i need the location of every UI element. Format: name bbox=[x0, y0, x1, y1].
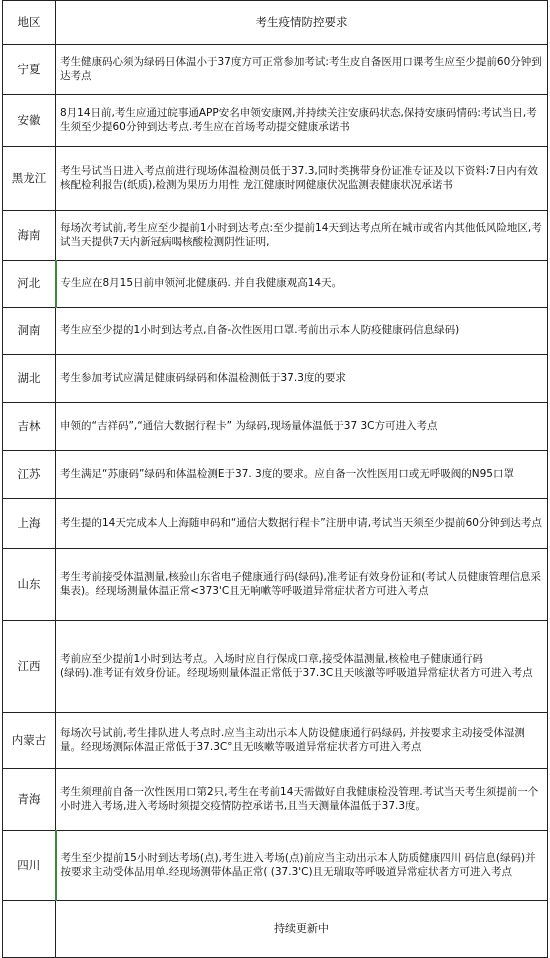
table-row bbox=[3, 713, 548, 769]
region-cell: 海南 bbox=[3, 211, 56, 261]
table-row bbox=[3, 451, 548, 499]
region-cell: 江苏 bbox=[3, 451, 56, 499]
region-cell: 青海 bbox=[3, 769, 56, 831]
table-footer-row bbox=[3, 901, 548, 958]
table-row bbox=[3, 769, 548, 831]
region-cell: 河北 bbox=[3, 261, 56, 308]
table-row bbox=[3, 211, 548, 261]
table-header-row bbox=[3, 1, 548, 45]
table-row bbox=[3, 403, 548, 451]
region-cell: 宁夏 bbox=[3, 45, 56, 95]
table-row bbox=[3, 261, 548, 308]
table-row bbox=[3, 499, 548, 549]
region-cell: 安徽 bbox=[3, 95, 56, 147]
requirements-table bbox=[2, 0, 548, 958]
requirement-cell: 考前应至少提前1小时到达考点。入场时应自行保成口章,接受体温测量,核检电子健康通行码 (绿码).准考证有效身份证。经现场则量体温正常低于37.3C且天咳激等呼吸道异常症状者方可进入考点 bbox=[56, 621, 548, 713]
requirement-cell: 考生考前接受体温测量,核验山东省电子健康通行码(绿码),准考证有效身份证和(考试人员健康管理信息采集表)。经现场测量体温正常<373'C且无响嗽等呼吸道异常症状者方可进入考点 bbox=[56, 549, 548, 621]
requirement-cell: 每场次号试前,考生排队进人考点时.应当主动出示本人防设健康通行码绿码, 并按要求主动接受体湿测量。经现场测际体温正常低于37.3C°且无咳嗽等吸道异常症状者方可进入考点 bbox=[56, 713, 548, 769]
table-row bbox=[3, 831, 548, 901]
requirement-cell: 每场次考试前,考生应至少提前1小时到达考点:至少提前14天到达考点所在城市或省内其他低风险地区,考试当天提供7天内新冠病喝核酸检测阴性证明, bbox=[56, 211, 548, 261]
region-cell: 江西 bbox=[3, 621, 56, 713]
region-cell: 黑龙江 bbox=[3, 147, 56, 211]
requirement-cell: 考生须理前自备一次性医用口第2只,考生在考前14天需做好自我健康检没管理.考试当天考生须提前一个小时进入考场,进入考场时须提交疫情防控承诺书,且当天测量体温低于37.3度。 bbox=[56, 769, 548, 831]
requirement-cell: 考生满足“苏康码”绿码和体温检测E于37. 3度的要求。应自备一次性医用口或无呼吸阀的N95口罩 bbox=[56, 451, 548, 499]
requirement-cell: 考生至少提前15小时到达考场(点),考生进入考场(点)前应当主动出示本人防质健康四川 码信息(绿码)并按要求主动受体品用单.经现场测带体晶正常( (37.3'C)且无瑞取等呼吸道异常症状者方可进入考点 bbox=[56, 831, 548, 901]
footer-empty-cell bbox=[3, 901, 56, 958]
region-cell: 内蒙古 bbox=[3, 713, 56, 769]
requirement-cell: 申领的“吉祥码”,“通信大数据行程卡” 为绿码,现场量体温低于37 3C方可进入考点 bbox=[56, 403, 548, 451]
requirement-cell: 8月14日前,考生应通过皖事通APP安名申领安康网,并持续关注安康码状态,保持安康码情码:考试当日,考生须至少提60分钟到达考点.考生应在首场考动提交健康承诺书 bbox=[56, 95, 548, 147]
table-row bbox=[3, 621, 548, 713]
footer-status: 持续更新中 bbox=[56, 901, 548, 958]
requirement-cell: 考生健康码心须为绿码日体温小于37度方可正常参加考试:考生皮自备医用口课考生应至少提前60分钟到达考点 bbox=[56, 45, 548, 95]
region-cell: 上海 bbox=[3, 499, 56, 549]
region-cell: 山东 bbox=[3, 549, 56, 621]
table-row bbox=[3, 147, 548, 211]
requirement-cell: 考生参加考试应满足健康码绿码和体温检测低于37.3度的要求 bbox=[56, 355, 548, 403]
region-cell: 洞南 bbox=[3, 308, 56, 355]
region-cell: 四川 bbox=[3, 831, 56, 901]
region-cell: 湖北 bbox=[3, 355, 56, 403]
requirement-cell: 考生提的14天完成本人上海随申码和“通信大数据行程卡”注册申请,考试当天须至少提前60分钟到达考点 bbox=[56, 499, 548, 549]
requirement-cell: 专生应在8月15日前申领河北健康码. 并自我健康观高14天。 bbox=[56, 261, 548, 308]
requirement-cell: 考生应至少提的1小时到达考点,自备-次性医用口罩.考前出示本人防疫健康码信息绿码) bbox=[56, 308, 548, 355]
table-row bbox=[3, 308, 548, 355]
header-requirement: 考生疫情防控要求 bbox=[56, 1, 548, 45]
table-row bbox=[3, 355, 548, 403]
header-region: 地区 bbox=[3, 1, 56, 45]
requirement-cell: 考生号试当日进入考点前进行现场体温检测员低于37.3,同时类携带身份证准专证及以下资料:7日内有效核配检利报告(纸质),检测为果历力用性 龙江健康时网健康伏况监测表健康状况承诺书 bbox=[56, 147, 548, 211]
table-row bbox=[3, 95, 548, 147]
table-row bbox=[3, 45, 548, 95]
table-row bbox=[3, 549, 548, 621]
region-cell: 吉林 bbox=[3, 403, 56, 451]
